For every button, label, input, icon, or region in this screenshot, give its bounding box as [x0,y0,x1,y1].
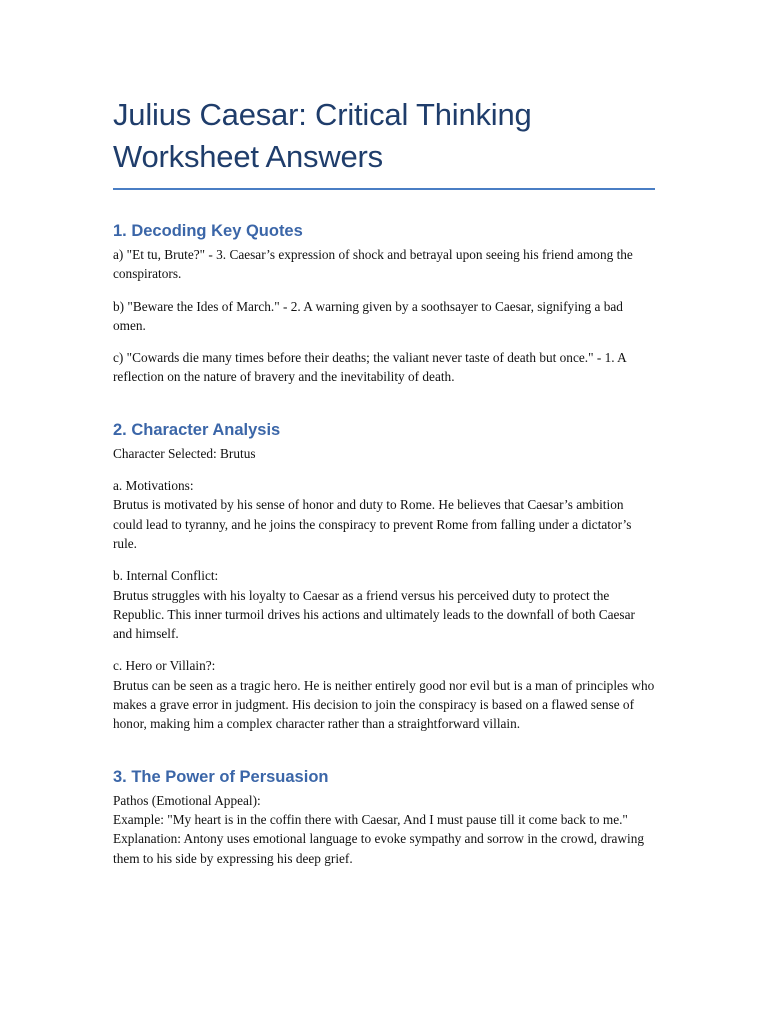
pathos-label: Pathos (Emotional Appeal): [113,792,261,808]
hero-villain-text: Brutus can be seen as a tragic hero. He is neither entirely good nor evil but is a man of principles who makes a grave error in judgment. His decision to join the conspiracy is based on a flawed sense of honor, making him a complex character rather than a straightforward villain. [113,677,655,732]
pathos-explanation: Explanation: Antony uses emotional language to evoke sympathy and sorrow in the crowd, drawing them to his side by expressing his deep grief. [113,831,645,866]
document-page [113,94,655,868]
quote-answer-a: a) "Et tu, Brute?" - 3. Caesar’s expression of shock and betrayal upon seeing his friend among the conspirators. [113,247,633,282]
section-heading-character-analysis: 2. Character Analysis [113,420,281,439]
quote-answer-c: c) "Cowards die many times before their deaths; the valiant never taste of death but once." - 1. A reflection on the nature of bravery and the inevitability of death. [113,350,627,385]
title-line-2: Worksheet Answers [113,139,383,174]
motivations-label: a. Motivations: [113,478,194,494]
document-title [113,94,655,178]
quote-answer-b: b) "Beware the Ides of March." - 2. A warning given by a soothsayer to Caesar, signifying a bad omen. [113,298,623,333]
motivations-text: Brutus is motivated by his sense of honor and duty to Rome. He believes that Caesar’s ambition could lead to tyranny, and he joins the conspiracy to prevent Rome from falling under a dictator’s rule. [113,497,632,551]
title-line-1: Julius Caesar: Critical Thinking [113,97,532,132]
hero-villain-label: c. Hero or Villain?: [113,658,216,674]
internal-conflict-label: b. Internal Conflict: [113,568,219,584]
section-heading-persuasion: 3. The Power of Persuasion [113,767,329,786]
internal-conflict-text: Brutus struggles with his loyalty to Caesar as a friend versus his perceived duty to protect the Republic. This inner turmoil drives his actions and ultimately leads to the downfall of both Caesar and himself. [113,587,635,642]
character-selected: Character Selected: Brutus [113,445,256,461]
section-heading-decoding-quotes: 1. Decoding Key Quotes [113,222,303,240]
pathos-example: Example: "My heart is in the coffin there with Caesar, And I must pause till it come back to me." [113,811,628,827]
